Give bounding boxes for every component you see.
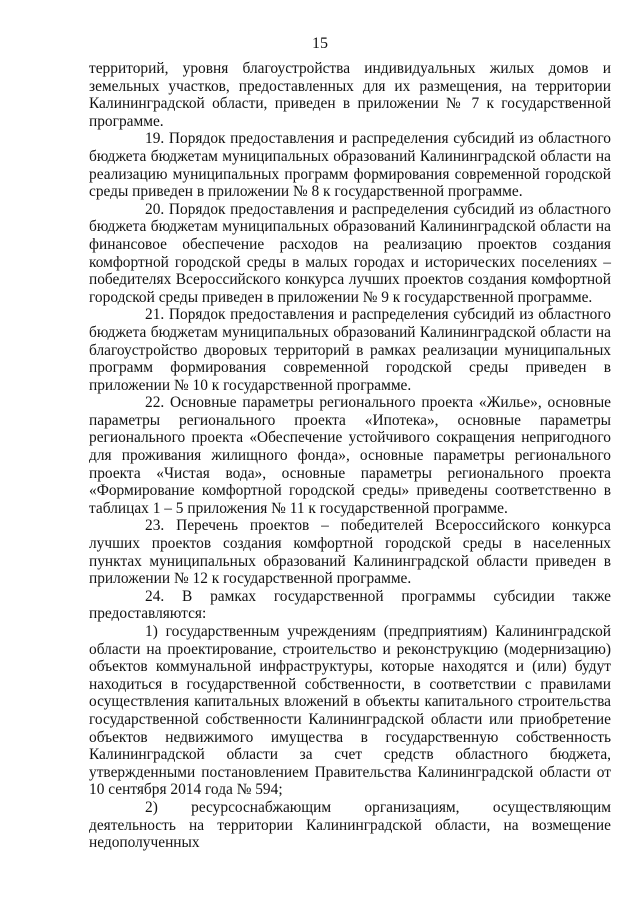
- document-body: [89, 60, 611, 852]
- paragraph-19: 19. Порядок предоставления и распределения субсидий из областного бюджета бюджетам муниципальных образований Калининградской области на реализацию муниципальных программ формирования современной городской среды приведен в приложении № 8 к государственной программе.: [89, 130, 611, 201]
- list-item-1: 1) государственным учреждениям (предприятиям) Калининградской области на проектирование, строительство и реконструкцию (модернизацию) объектов коммунальной инфраструктуры, которые находятся и (или) будут находиться в государственной собственности, в соответствии с правилами осуществления капитальных вложений в объекты капитального строительства государственной собственности Калининградской области или приобретение объектов недвижимого имущества в государственную собственность Калининградской области за счет средств областного бюджета, утвержденными постановлением Правительства Калининградской области от 10 сентября 2014 года № 594;: [89, 623, 611, 799]
- paragraph-22: 22. Основные параметры регионального проекта «Жилье», основные параметры регионального проекта «Ипотека», основные параметры регионального проекта «Обеспечение устойчивого сокращения непригодного для проживания жилищного фонда», основные параметры регионального проекта «Чистая вода», основные параметры регионального проекта «Формирование комфортной городской среды» приведены соответственно в таблицах 1 – 5 приложения № 11 к государственной программе.: [89, 394, 611, 517]
- paragraph-24: 24. В рамках государственной программы субсидии также предоставляются:: [89, 587, 611, 623]
- paragraph-21: 21. Порядок предоставления и распределения субсидий из областного бюджета бюджетам муниципальных образований Калининградской области на благоустройство дворовых территорий в рамках реализации муниципальных программ формирования современной городской среды приведен в приложении № 10 к государственной программе.: [89, 306, 611, 394]
- page-number: 15: [312, 35, 328, 52]
- paragraph-continuation: территорий, уровня благоустройства индивидуальных жилых домов и земельных участков, предоставленных для их размещения, на территории Калининградской области, приведен в приложении № 7 к государственной программе.: [89, 60, 611, 130]
- list-item-2: 2) ресурсоснабжающим организациям, осуществляющим деятельность на территории Калининградской области, на возмещение недополученных: [89, 798, 611, 852]
- paragraph-20: 20. Порядок предоставления и распределения субсидий из областного бюджета бюджетам муниципальных образований Калининградской области на финансовое обеспечение расходов на реализацию проектов создания комфортной городской среды в малых городах и исторических поселениях – победителях Всероссийского конкурса лучших проектов создания комфортной городской среды приведен в приложении № 9 к государственной программе.: [89, 200, 611, 306]
- paragraph-23: 23. Перечень проектов – победителей Всероссийского конкурса лучших проектов создания комфортной городской среды в населенных пунктах муниципальных образований Калининградской области приведен в приложении № 12 к государственной программе.: [89, 517, 611, 588]
